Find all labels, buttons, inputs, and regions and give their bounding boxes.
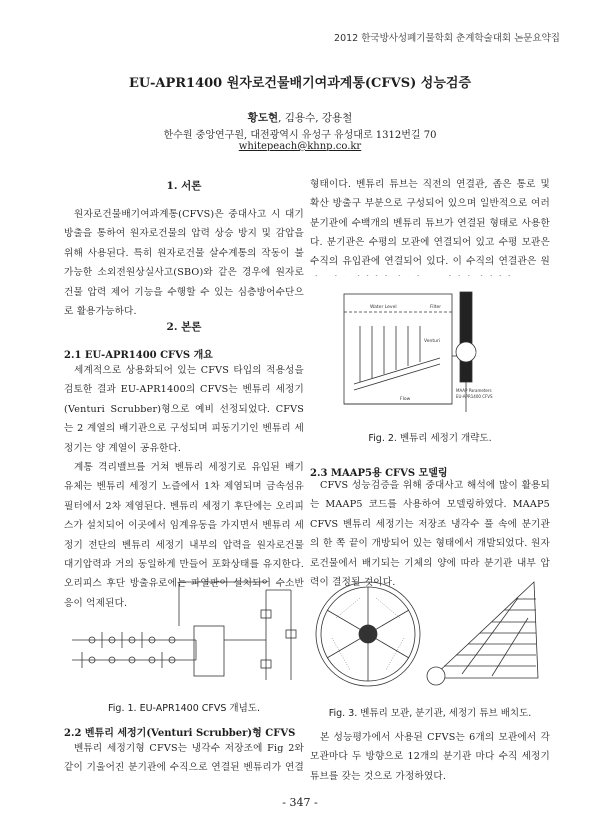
section-2-2-paragraph-start: 벤튜리 세정기형 CFVS는 냉각수 저장조에 Fig 2와 같이 기울어진 분기관에 수직으로 연결된 벤튜리가 연결 bbox=[64, 743, 304, 774]
email-link[interactable]: whitepeach@khnp.co.kr bbox=[238, 141, 362, 152]
fig1-cfvs-schematic bbox=[66, 580, 302, 692]
page-number: - 347 - bbox=[282, 796, 318, 809]
fig2-venturi-scrubber-diagram bbox=[340, 286, 500, 416]
section-2-2-heading: 2.2 벤튜리 세정기(Venturi Scrubber)형 CFVS bbox=[64, 728, 296, 739]
fig2-caption: Fig. 2. 벤튜리 세정기 개략도. bbox=[368, 433, 492, 444]
affiliation: 한수원 중앙연구원, 대전광역시 유성구 유성대로 1312번길 70 bbox=[163, 130, 437, 141]
fig2-maap-parameters-label: MAAP Parameters bbox=[456, 388, 492, 393]
running-header: 2012 한국방사성폐기물학회 춘계학술대회 논문요약집 bbox=[334, 33, 560, 44]
co-authors: , 김용수, 강용철 bbox=[278, 112, 353, 124]
fig2-cfvs-label: EU-APR1400 CFVS bbox=[456, 394, 493, 399]
section-1-body: 원자로건물배기여과계통(CFVS)은 중대사고 시 대기방출을 통하여 원자로건물의 압력 상승 방지 및 감압을 위해 사용된다. 특히 원자로건물 살수계통의 작동이 불가능한 소외전원상실사고(SBO)와 같은 경우에 원자로건물 압력 제어 기능을 수행할 수 있는 심층방어수단으로 활용가능하다. bbox=[64, 209, 304, 318]
section-2-1-heading: 2.1 EU-APR1400 CFVS 개요 bbox=[64, 350, 213, 361]
fig1-caption: Fig. 1. EU-APR1400 CFVS 개념도. bbox=[108, 703, 260, 714]
paper-title: EU-APR1400 원자로건물배기여과계통(CFVS) 성능검증 bbox=[128, 76, 472, 91]
section-2-1-paragraph-1: 세계적으로 상용화되어 있는 CFVS 타입의 적용성을 검토한 결과 EU-APR1400의 CFVS는 벤튜리 세정기(Venturi Scrubber)형으로 예비 선정되었다. CFVS는 2 계열의 배기관으로 구성되며 피동기기인 벤튜리 세정기는 양 계열이 공유한다. bbox=[64, 365, 304, 454]
section-2-3-heading: 2.3 MAAP5용 CFVS 모델링 bbox=[310, 468, 448, 479]
section-2-1-paragraph-2: 계통 격리밸브를 거쳐 벤튜리 세정기로 유입된 배기 유체는 벤튜리 세정기 노즐에서 1차 제염되며 금속섬유 필터에서 2차 제염된다. 벤튜리 세정기 후단에는 오리피스가 설치되어 이곳에서 임계유동을 가지면서 벤튜리 세정기 전단의 벤튜리 세정기 내부의 압력을 원자로건물 대기압력과 거의 동일하게 만들어 포화상태를 유지한다. 오리피스 후단 방출유로에는 파열판이 설치되어 수소반응이 억제된다. bbox=[64, 462, 304, 609]
section-2-heading: 2. 본론 bbox=[166, 321, 202, 333]
fig2-venturi-label: Venturi bbox=[424, 339, 441, 344]
lead-author: 황도현 bbox=[247, 112, 279, 124]
fig2-filter-label: Filter bbox=[430, 305, 442, 310]
section-2-3-paragraph-1: CFVS 성능검증을 위해 중대사고 해석에 많이 활용되는 MAAP5 코드를 사용하여 모델링하였다. MAAP5 CFVS 벤튜리 세정기는 저장조 냉각수 풀 속에 분기관의 한 쪽 끝이 개방되어 있는 형태에서 개발되었다. 원자로건물에서 배기되는 기체의 양에 따라 분기관 내부 압력이 결정될 것이다. bbox=[310, 480, 550, 589]
section-1-heading: 1. 서론 bbox=[166, 180, 202, 192]
section-2-2-paragraph-cont: 형태이다. 벤튜리 튜브는 직전의 연결관, 좁은 통로 및 확산 방출구 부분으로 구성되어 있으며 일반적으로 여러 분기관에 수백개의 벤튜리 튜브가 연결된 형태로 사용한다. 분기관은 수평의 모관에 연결되어 있고 수평 모관은 수직의 유입관에 연결되어 있다. 이 수직의 연결관은 원 bbox=[310, 178, 550, 268]
fig2-water-level-label: Water Level bbox=[370, 305, 397, 310]
fig3-header-branch-layout bbox=[312, 578, 544, 690]
fig2-header-label: Header bbox=[460, 352, 477, 357]
fig3-caption: Fig. 3. 벤튜리 모관, 분기관, 세정기 튜브 배치도. bbox=[328, 708, 532, 719]
section-2-3-paragraph-2: 본 성능평가에서 사용된 CFVS는 6개의 모관에서 각 모관마다 두 방향으로 12개의 분기관 마다 수직 세정기 튜브를 갖는 것으로 가정하였다. bbox=[310, 732, 550, 782]
authors bbox=[0, 110, 600, 125]
fig2-flow-label: Flow bbox=[400, 397, 411, 402]
